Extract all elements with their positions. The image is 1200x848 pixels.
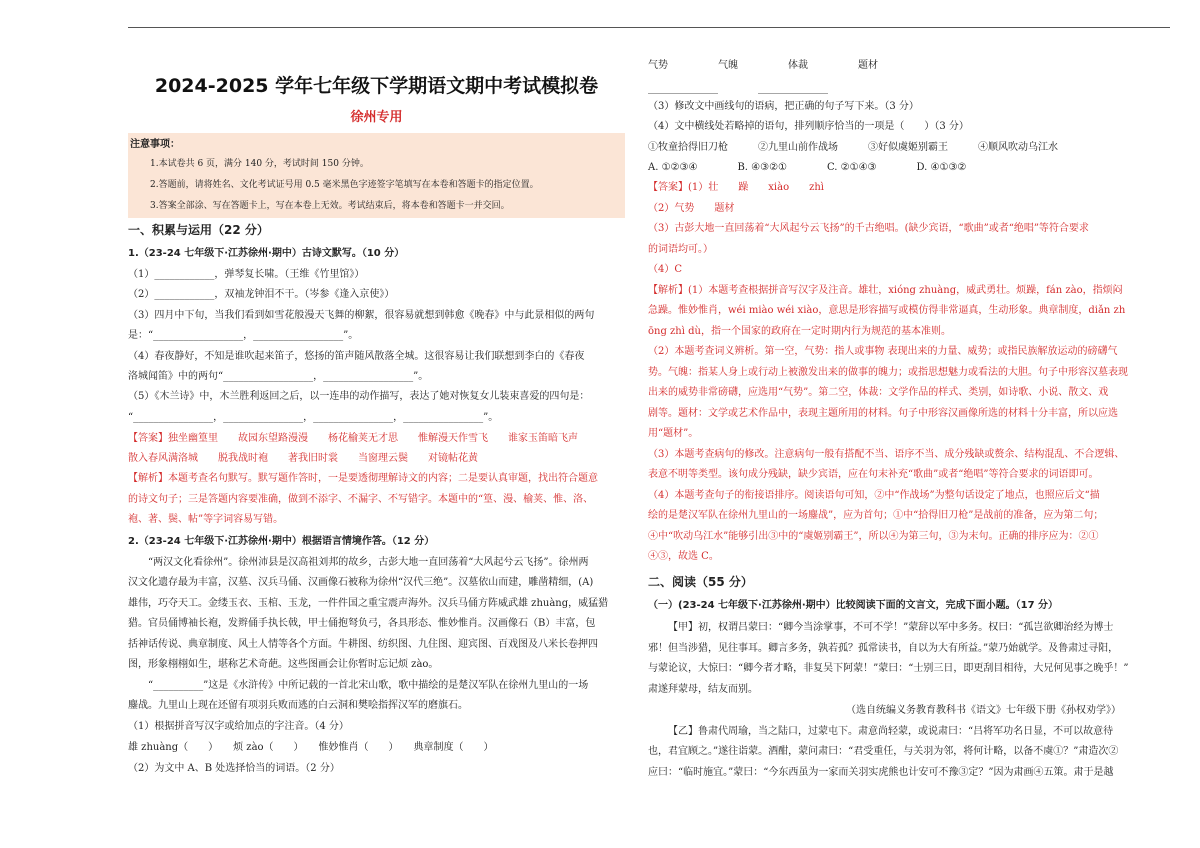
answer-line: 散入春风满洛城 脱我战时袍 著我旧时裳 当窗理云鬓 对镜帖花黄 [128, 453, 478, 464]
passage-line: 与蒙论议，大惊曰：“卿今者才略，非复吴下阿蒙！”蒙曰：“士别三日，即更刮目相待，大兄何见事之晚乎！” [648, 663, 1129, 674]
question-line: （3）四月中下旬，当我们看到如雪花般漫天飞舞的柳絮，很容易就想到韩愈《晚春》中与此景相似的两句 [128, 310, 595, 321]
notice-item: 3.答案全部涂、写在答题卡上，写在本卷上无效。考试结束后，将本卷和答题卡一并交回。 [150, 201, 510, 211]
answer-line: （4）C [648, 264, 683, 275]
passage-line: 【乙】鲁肃代周瑜，当之陆口，过蒙屯下。肃意尚轻蒙，或说肃曰：“吕将军功名日显，不可以故意待 [668, 726, 1114, 737]
explanation-line: （2）本题考查词义辨析。第一空，气势：指人或事物 表现出来的力量、威势；或指民族解放运动的磅礴气 [648, 346, 1118, 357]
question-line: （5）《木兰诗》中，木兰胜利返回之后，以一连串的动作描写，表达了她对恢复女儿装束喜爱的四句是： [128, 391, 590, 402]
question-heading: 1.（23-24 七年级下·江苏徐州·期中）古诗文默写。（10 分） [128, 248, 405, 259]
question-line: （4）文中横线处若略掉的语句，排列顺序恰当的一项是（ ）（3 分） [648, 121, 969, 132]
choice-line: A. ①②③④ B. ④③②① C. ②①④③ D. ④①③② [648, 162, 967, 173]
explanation-line: （4）本题考查句子的衔接语排序。阅读语句可知，②中“作战场”为整句话设定了地点，也照应后文“描 [648, 490, 1100, 501]
answer-line: 的词语均可。） [648, 244, 713, 255]
question-line: 雄 zhuàng（ ） 烦 zào（ ） 惟妙惟肖（ ） 典章制度（ ） [128, 742, 494, 753]
passage-line: 汉文化遗存最为丰富，汉墓、汉兵马俑、汉画像石被称为徐州“汉代三绝”。汉墓依山而建，雕凿精细，(A) [128, 577, 594, 588]
answer-line: （3）古彭大地一直回荡着“大风起兮云飞扬”的千古绝唱。(缺少宾语，“歌曲”或者“绝唱”等符合要求 [648, 223, 1089, 234]
explanation-line: 用“题材”。 [648, 428, 699, 439]
explanation-line: 绘的是楚汉军队在徐州九里山的一场鏖战”，应为首句；①中“拾得旧刀枪”是战前的准备，应为第二句； [648, 510, 1104, 521]
option-line: ①牧童拾得旧刀枪 ②九里山前作战场 ③好似虞姬别霸王 ④顺风吹动乌江水 [648, 142, 1058, 153]
question-line: （1）根据拼音写汉字或给加点的字注音。（4 分） [128, 721, 349, 732]
question-line: “________________，________________，________________，________________”。 [128, 412, 499, 423]
word-options: 气势 气魄 体裁 题材 [648, 60, 878, 71]
passage-line: 猎。官员俑博袖长袍，发辫俑手执长戟，甲士俑抱弩负弓，各具形态、惟妙惟肖。汉画像石（B）丰富，包 [128, 618, 596, 629]
explanation-line: 剧等。题材：文学或艺术作品中，表现主题所用的材料。句子中形容汉画像所选的材料十分丰富，所以应选 [648, 408, 1118, 419]
section-heading: 一、积累与运用（22 分） [128, 223, 269, 237]
notice-item: 2.答题前，请将姓名、文化考试证号用 0.5 毫米黑色字迹签字笔填写在本卷和答题卡的指定位置。 [150, 180, 539, 190]
question-line: （3）修改文中画线句的语病，把正确的句子写下来。（3 分） [648, 101, 919, 112]
passage-line: 图，形象栩栩如生，堪称艺术奇葩。这些图画会让你暂时忘记烦 zào。 [128, 659, 439, 670]
answer-line: 【答案】(1）壮 躁 xiào zhì [648, 182, 824, 193]
question-line: （4）春夜静好，不知是谁吹起来笛子，悠扬的笛声随风散落全城。这很容易让我们联想到李白的《春夜 [128, 351, 585, 362]
passage-source: （选自统编义务教育教科书《语文》七年级下册《孙权劝学》） [846, 705, 1121, 716]
passage-line: 雄伟，巧夺天工。金缕玉衣、玉棺、玉龙，一件件国之重宝震声海外。汉兵马俑方阵威武雄 zhuàng，威猛猎 [128, 598, 609, 609]
passage-line: 括神话传说、典章制度、风土人情等各个方面。牛耕图、纺织图、九住图、迎宾图、百戏图及八米长卷押四 [128, 639, 598, 650]
notice-item: 1.本试卷共 6 页，满分 140 分，考试时间 150 分钟。 [150, 159, 369, 169]
passage-line: 鏖战。九里山上现在还留有项羽兵败而逃的白云洞和樊哙指挥汉军的磨旗石。 [128, 700, 468, 711]
question-line: （2）____________，双袖龙钟泪不干。（岑参《逢入京使》） [128, 289, 395, 300]
page-title: 2024-2025 学年七年级下学期语文期中考试模拟卷 [154, 75, 599, 97]
question-heading: （一）(23-24 七年级下·江苏徐州·期中）比较阅读下面的文言文，完成下面小题。（17 分） [648, 600, 1059, 611]
question-line: 是：“__________________，__________________”。 [128, 330, 359, 341]
explanation-line: ④③，故选 C。 [648, 551, 719, 562]
section-heading: 二、阅读（55 分） [648, 575, 753, 589]
question-line: （1）____________，弹琴复长啸。（王维《竹里馆》） [128, 269, 365, 280]
explanation-line: 出来的威势非常磅礴，应选用“气势”。第二空，体裁：文学作品的样式、类别，如诗歌、小说、散文、戏 [648, 387, 1109, 398]
passage-line: 肃遂拜蒙母，结友而别。 [648, 684, 758, 695]
explanation-line: ōng zhì dù，指一个国家的政府在一定时期内行为规范的基本准则。 [648, 326, 951, 337]
explanation-line: 【解析】(1）本题考查根据拼音写汉字及注音。雄壮，xióng zhuàng，威武勇壮。烦躁，fán zào，指烦闷 [648, 285, 1123, 296]
explanation-line: 【解析】本题考查名句默写。默写题作答时，一是要透彻理解诗文的内容；二是要认真审题，找出符合题意 [128, 473, 598, 484]
question-heading: 2.（23-24 七年级下·江苏徐州·期中）根据语言情境作答。（12 分） [128, 536, 435, 547]
passage-line: 也，君宜顾之。”遂往诣蒙。酒酣，蒙问肃曰：“君受重任，与关羽为邻，将何计略，以备不虞①？”肃造次② [648, 746, 1119, 757]
explanation-line: 急躁。惟妙惟肖，wéi miào wéi xiào，意思是形容描写或模仿得非常逼真，生动形象。典章制度，diǎn zh [648, 305, 1126, 316]
passage-line: 应曰：“临时施宜。”蒙曰：“今东西虽为一家而关羽实虎熊也计安可不豫③定？”因为肃画④五策。肃于是越 [648, 767, 1114, 778]
explanation-line: 势。气魄：指某人身上或行动上被激发出来的做事的魄力；或指思想魅力或看法的大胆。句子中形容汉墓表现 [648, 367, 1128, 378]
question-line: （2）为文中 A、B 处选择恰当的词语。（2 分） [128, 763, 340, 774]
question-line: 洛城闻笛》中的两句“__________________，__________________”。 [128, 371, 429, 382]
passage-line: “__________”这是《水浒传》中所记载的一首北宋山歌，歌中描绘的是楚汉军队在徐州九里山的一场 [148, 680, 589, 691]
explanation-line: （3）本题考查病句的修改。注意病句一般有搭配不当、语序不当、成分残缺或赘余、结构混乱、不合逻辑、 [648, 449, 1125, 460]
blank-lines: ______________ ______________ [648, 83, 828, 94]
notice-heading: 注意事项： [130, 139, 180, 150]
notice-box [128, 133, 625, 218]
answer-line: （2）气势 题材 [648, 203, 735, 214]
explanation-line: 的诗文句子；三是答题内容要准确，做到不添字、不漏字、不写错字。本题中的“篁、漫、榆荚、惟、洛、 [128, 494, 594, 505]
explanation-line: ④中“吹动乌江水”能够引出③中的“虞姬别霸王”，所以④为第三句，③为末句。正确的排序应为：②① [648, 531, 1099, 542]
page-subtitle: 徐州专用 [350, 110, 403, 125]
header-rule [128, 27, 1170, 28]
passage-line: 邪！但当涉猎，见往事耳。卿言多务，孰若孤？孤常读书，自以为大有所益。”蒙乃始就学。及鲁肃过寻阳， [648, 643, 1119, 654]
explanation-line: 袍、著、鬓、帖”等字词容易写错。 [128, 514, 284, 525]
passage-line: 【甲】初，权谓吕蒙曰：“卿今当涂掌事，不可不学！”蒙辞以军中多务。权曰：“孤岂欲卿治经为博士 [668, 622, 1114, 633]
explanation-line: 表意不明等类型。该句成分残缺，缺少宾语，应在句末补充“歌曲”或者“绝唱”等符合要求的词语即可。 [648, 469, 1099, 480]
passage-line: “两汉文化看徐州”。徐州沛县是汉高祖刘邦的故乡，古彭大地一直回荡着“大风起兮云飞扬”。徐州两 [148, 557, 589, 568]
answer-line: 【答案】独坐幽篁里 故园东望路漫漫 杨花榆荚无才思 惟解漫天作雪飞 谁家玉笛暗飞声 [128, 433, 578, 444]
